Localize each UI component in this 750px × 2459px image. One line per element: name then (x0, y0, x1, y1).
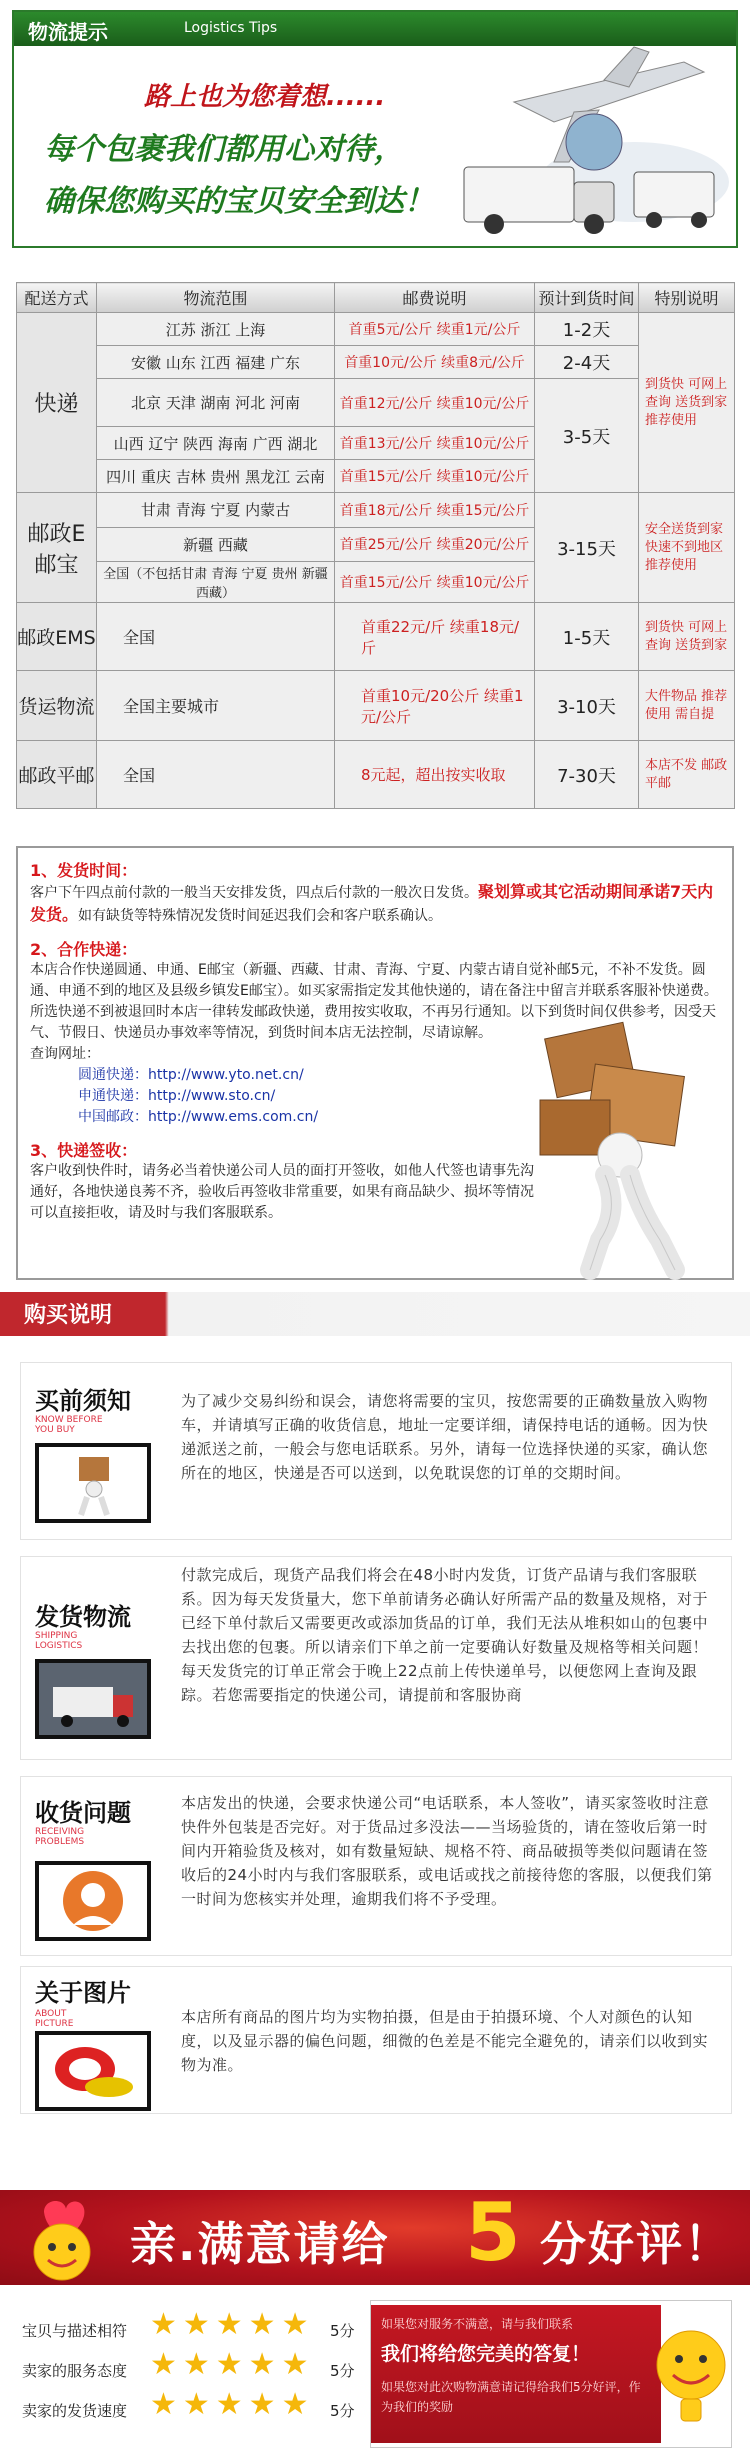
sto-link[interactable]: http://www.sto.cn/ (148, 1088, 276, 1104)
fee-cell: 首重15元/公斤 续重10元/公斤 (335, 562, 535, 603)
rating-score: 5分 (330, 2402, 355, 2420)
card-subheading: ABOUT PICTURE (35, 2009, 74, 2029)
rating-stars: ★★★★★ (150, 2387, 315, 2422)
note-post: 本店不发 邮政平邮 (639, 741, 735, 809)
carrying-boxes-figure-icon (510, 1010, 720, 1280)
fee-cell: 首重10元/20公斤 续重1元/公斤 (335, 671, 535, 741)
note-freight: 大件物品 推荐使用 需自提 (639, 671, 735, 741)
tips-line-3: 确保您购买的宝贝安全到达！ (44, 184, 434, 219)
region-cell: 全国 (97, 741, 335, 809)
table-row (17, 346, 735, 379)
policy-text: 客户下午四点前付款的一般当天安排发货，四点后付款的一般次日发货。 (30, 885, 478, 901)
region-cell: 甘肃 青海 宁夏 内蒙古 (97, 493, 335, 528)
rating-label: 卖家的发货速度 (22, 2402, 128, 2420)
review-banner (0, 2186, 750, 2285)
query-label: 查询网址： (30, 1046, 100, 1062)
card-heading: 买前须知 (35, 1387, 131, 1415)
rating-label: 卖家的服务态度 (22, 2362, 128, 2380)
rating-label: 宝贝与描述相符 (22, 2322, 128, 2340)
table-row (17, 741, 735, 809)
region-cell: 全国（不包括甘肃 青海 宁夏 贵州 新疆 西藏） (97, 562, 335, 603)
card-pictures (20, 1966, 732, 2114)
region-cell: 四川 重庆 吉林 贵州 黑龙江 云南 (97, 460, 335, 493)
card-subheading: SHIPPING LOGISTICS (35, 1631, 83, 1651)
note-epost: 安全送货到家 快速不到地区 推荐使用 (639, 493, 735, 603)
region-cell: 安徽 山东 江西 福建 广东 (97, 346, 335, 379)
policy-heading-1: 1、发货时间： (30, 861, 138, 880)
header-fee: 邮费说明 (335, 283, 535, 313)
method-express: 快递 (17, 313, 97, 493)
method-post: 邮政平邮 (17, 741, 97, 809)
logistics-tips-banner (12, 10, 738, 248)
card-heading: 收货问题 (35, 1799, 131, 1827)
header-time: 预计到货时间 (535, 283, 639, 313)
region-cell: 全国 (97, 603, 335, 671)
card-text: 本店发出的快递，会要求快递公司“电话联系，本人签收”，请买家签收时注意快件外包装是否完好。对于货品过多没法——当场验货的，请在签收后第一时间内开箱验货及核对，如有数量短缺、规格不符、商品破损等类似问题请在签收后的24小时内与我们客服联系，或电话或找之前接待您的客服，以便我们第一时间为您核实并处理，逾期我们将不予受理。 (181, 1794, 713, 1908)
time-cell: 3-15天 (535, 493, 639, 603)
tips-title-bar (14, 12, 736, 46)
tips-title-cn: 物流提示 (28, 20, 108, 44)
card-heading: 关于图片 (35, 1979, 131, 2007)
fee-cell: 首重12元/公斤 续重10元/公斤 (335, 379, 535, 427)
ems-link[interactable]: http://www.ems.com.cn/ (148, 1109, 319, 1125)
fee-cell: 首重10元/公斤 续重8元/公斤 (335, 346, 535, 379)
box-carrier-icon (39, 1447, 147, 1519)
table-row (17, 379, 735, 427)
tips-line-1: 路上也为您着想...... (144, 82, 386, 112)
time-cell: 7-30天 (535, 741, 639, 809)
table-row (17, 603, 735, 671)
airplane-truck-icon (434, 42, 734, 242)
review-text-left: 亲.满意请给 (130, 2217, 390, 2271)
contact-line-1: 如果您对服务不满意，请与我们联系 (381, 2317, 574, 2331)
policy-heading-3: 3、快递签收： (30, 1141, 138, 1160)
method-freight: 货运物流 (17, 671, 97, 741)
thumbs-up-smiley-icon (651, 2325, 729, 2425)
region-cell: 新疆 西藏 (97, 527, 335, 562)
fee-cell: 首重22元/斤 续重18元/斤 (335, 603, 535, 671)
review-five: 5 (465, 2186, 521, 2279)
method-epost: 邮政E邮宝 (17, 493, 97, 603)
fee-cell: 首重13元/公斤 续重10元/公斤 (335, 427, 535, 460)
fee-cell: 首重18元/公斤 续重15元/公斤 (335, 493, 535, 528)
table-row (17, 493, 735, 528)
time-cell: 3-10天 (535, 671, 639, 741)
card-thumbnail (35, 1861, 151, 1941)
fee-cell: 首重15元/公斤 续重10元/公斤 (335, 460, 535, 493)
header-region: 物流范围 (97, 283, 335, 313)
fee-cell: 首重25元/公斤 续重20元/公斤 (335, 527, 535, 562)
shipping-header-row (17, 283, 735, 313)
color-swatch-icon (39, 2035, 147, 2107)
header-method: 配送方式 (17, 283, 97, 313)
policy-paragraph-1 (30, 881, 720, 927)
card-before-buy (20, 1362, 732, 1540)
region-cell: 全国主要城市 (97, 671, 335, 741)
policy-paragraph-2: 本店合作快递圆通、申通、E邮宝（新疆、西藏、甘肃、青海、宁夏、内蒙古请自觉补邮5元，不补不发货。圆通、申通不到的地区及县级乡镇发E邮宝）。如买家需指定发其他快递的，请在备注中留言并联系客服补快递费。所选快递不到被退回时本店一律转发邮政快递，费用按实收取，不再另行通知。以下到货时间仅供参考，因受天气、节假日、快递员办事效率等情况，到货时间本店无法控制，尽请谅解。 (30, 962, 718, 1041)
purchase-notes-title: 购买说明 (24, 1303, 113, 1328)
card-heading: 发货物流 (35, 1603, 131, 1631)
header-note: 特别说明 (639, 283, 735, 313)
yto-link[interactable]: http://www.yto.net.cn/ (148, 1067, 304, 1083)
card-text: 本店所有商品的图片均为实物拍摄，但是由于拍摄环境、个人对颜色的认知度，以及显示器的偏色问题，细微的色差是不能完全避免的，请亲们以收到实物为准。 (181, 2008, 709, 2074)
shipping-table (16, 282, 735, 809)
rating-stars: ★★★★★ (150, 2347, 315, 2382)
tips-title-en: Logistics Tips (184, 20, 278, 36)
table-row (17, 313, 735, 346)
fee-cell: 首重5元/公斤 续重1元/公斤 (335, 313, 535, 346)
rating-score: 5分 (330, 2322, 355, 2340)
rating-stars: ★★★★★ (150, 2307, 315, 2342)
fee-cell: 8元起，超出按实收取 (335, 741, 535, 809)
card-shipping (20, 1556, 732, 1760)
region-cell: 北京 天津 湖南 河北 河南 (97, 379, 335, 427)
contact-red-panel (371, 2305, 661, 2443)
card-thumbnail (35, 2031, 151, 2111)
card-receiving (20, 1776, 732, 1956)
card-thumbnail (35, 1443, 151, 1523)
review-text-right: 分好评！ (540, 2217, 732, 2271)
policy-paragraph-3: 客户收到快件时，请务必当着快递公司人员的面打开签收，如他人代签也请事先沟通好，各地快递良莠不齐，验收后再签收非常重要，如果有商品缺少、损坏等情况可以直接拒收，请及时与我们客服联系。 (30, 1163, 534, 1221)
contact-line-2: 我们将给您完美的答复！ (381, 2343, 591, 2365)
tips-line-2: 每个包裹我们都用心对待， (44, 132, 404, 167)
card-text: 付款完成后，现货产品我们将会在48小时内发货，订货产品请与我们客服联系。因为每天发货量大，您下单前请务必确认好所需产品的数量及规格，对于已经下单付款后又需要更改或添加货品的订单，我们无法从堆积如山的包裹中去找出您的包裹。所以请亲们下单之前一定要确认好数量及规格等相关问题！每天发货完的订单正常会于晚上22点前上传快递单号，以便您网上查询及跟踪。若您需要指定的快递公司，请提前和客服协商 (181, 1566, 709, 1704)
policy-text: 如有缺货等特殊情况发货时间延迟我们会和客户联系确认。 (78, 908, 443, 924)
customer-service-icon (39, 1865, 147, 1937)
card-subheading: RECEIVING PROBLEMS (35, 1827, 85, 1847)
policy-heading-2: 2、合作快递： (30, 940, 138, 959)
card-subheading: KNOW BEFORE YOU BUY (35, 1415, 103, 1435)
contact-line-3: 如果您对此次购物满意请记得给我们5分好评，作为我们的奖励 (381, 2380, 641, 2414)
policy-highlight: 聚划算或其它活动期间承诺7天内发货。 (30, 882, 714, 924)
contact-box (370, 2300, 732, 2448)
note-express: 到货快 可网上查询 送货到家 推荐使用 (639, 313, 735, 493)
truck-icon (39, 1663, 147, 1735)
link-label: 申通快递： (78, 1088, 148, 1104)
card-text: 为了减少交易纠纷和误会，请您将需要的宝贝，按您需要的正确数量放入购物车，并请填写正确的收货信息，地址一定要详细，请保持电话的通畅。因为快递派送之前，一般会与您电话联系。另外，请每一位选择快递的买家，确认您所在的地区，快递是否可以送到，以免耽误您的订单的交期时间。 (181, 1392, 709, 1482)
time-cell: 1-2天 (535, 313, 639, 346)
purchase-notes-title-bar (0, 1292, 750, 1336)
card-thumbnail (35, 1659, 151, 1739)
link-label: 圆通快递： (78, 1067, 148, 1083)
table-row (17, 671, 735, 741)
time-cell: 1-5天 (535, 603, 639, 671)
region-cell: 山西 辽宁 陕西 海南 广西 湖北 (97, 427, 335, 460)
method-ems: 邮政EMS (17, 603, 97, 671)
smiley-heart-icon (14, 2192, 114, 2284)
time-cell: 2-4天 (535, 346, 639, 379)
note-ems: 到货快 可网上查询 送货到家 (639, 603, 735, 671)
rating-score: 5分 (330, 2362, 355, 2380)
link-label: 中国邮政： (78, 1109, 148, 1125)
time-cell: 3-5天 (535, 379, 639, 493)
region-cell: 江苏 浙江 上海 (97, 313, 335, 346)
